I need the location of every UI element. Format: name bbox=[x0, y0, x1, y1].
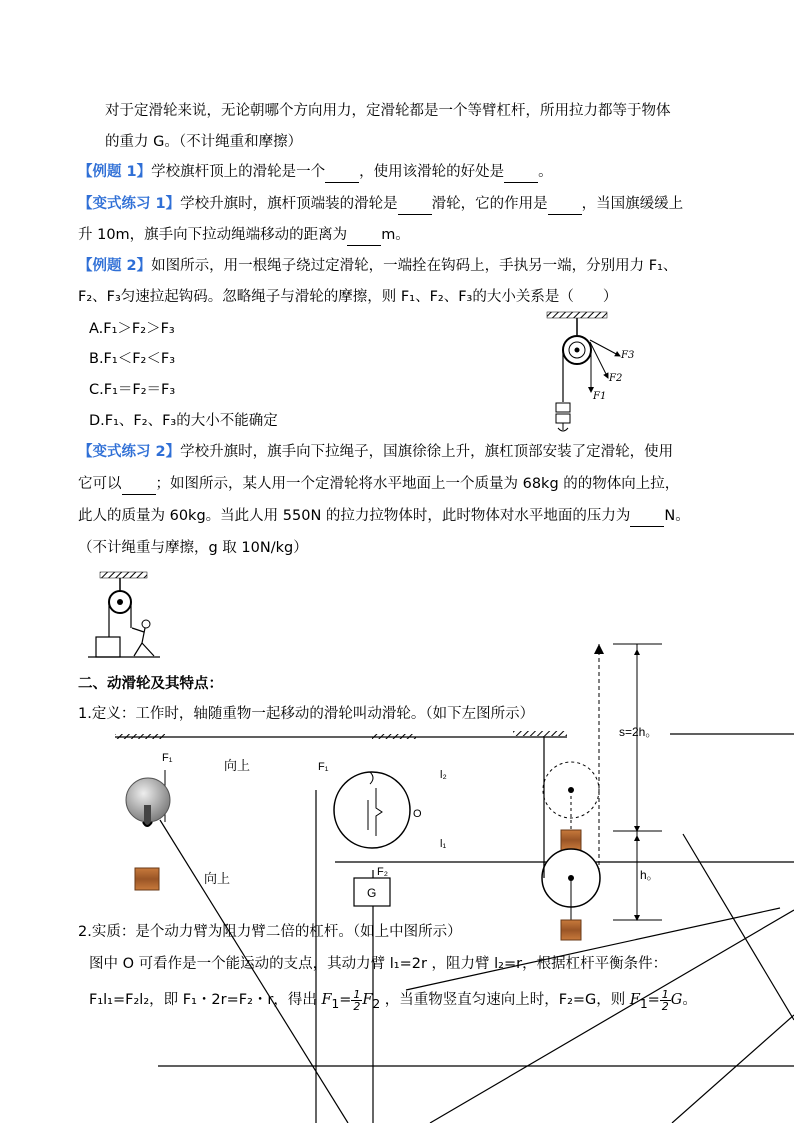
variant-1-line2-b: m。 bbox=[381, 227, 410, 243]
intro-line-2: 的重力 G。（不计绳重和摩擦） bbox=[105, 134, 303, 150]
formula-f1-half-g: $F_1=$ $\frac{1}{2}$ G bbox=[629, 987, 683, 1013]
formula-sub: 1 bbox=[331, 996, 340, 1011]
variant-2-person-figure bbox=[88, 572, 160, 657]
variant-2-line-4: （不计绳重与摩擦，g 取 10N/kg） bbox=[78, 540, 308, 556]
example-1-tag: 【例题 1】 bbox=[78, 164, 152, 180]
right-fig-h: h。 bbox=[640, 868, 659, 882]
fraction-denominator: 2 bbox=[353, 999, 361, 1013]
background-lines bbox=[115, 734, 794, 1123]
explain-2-text-a: F₁l₁=F₂l₂，即 F₁・2r=F₂・r，得出 bbox=[89, 992, 317, 1008]
mid-fig-o: O bbox=[413, 808, 422, 820]
formula-sub: 2 bbox=[372, 996, 381, 1011]
variant-2-line3-a: 此人的质量为 60kg。当此人用 550N 的拉力拉物体时，此时物体对水平地面的压力为 bbox=[78, 508, 631, 524]
fraction-numerator: 1 bbox=[353, 987, 361, 1001]
right-fig-s: s=2h。 bbox=[619, 725, 658, 739]
figure-label-f1: F1 bbox=[593, 391, 607, 402]
intro-line-1: 对于定滑轮来说，无论朝哪个方向用力，定滑轮都是一个等臂杠杆，所用拉力都等于物体 bbox=[105, 103, 671, 119]
example-1-text-b: ，使用该滑轮的好处是 bbox=[359, 164, 505, 180]
variant-1-line2-a: 升 10m，旗手向下拉动绳端移动的距离为 bbox=[78, 227, 348, 243]
section-2-heading: 二、动滑轮及其特点： bbox=[78, 676, 223, 692]
fraction-denominator: 2 bbox=[661, 999, 669, 1013]
variant-1-text-b: 滑轮，它的作用是 bbox=[431, 196, 548, 212]
formula-var: F bbox=[362, 992, 373, 1008]
formula-var: F bbox=[321, 992, 332, 1008]
example-1-text-a: 学校旗杆顶上的滑轮是一个 bbox=[151, 164, 326, 180]
left-fig-f1: F₁ bbox=[162, 752, 173, 764]
mid-fig-l2: l₂ bbox=[440, 769, 447, 781]
option-d[interactable]: D.F₁、F₂、F₃的大小不能确定 bbox=[89, 413, 278, 429]
left-fig-up-1: 向上 bbox=[224, 758, 251, 773]
variant-2-line2-b: ；如图所示，某人用一个定滑轮将水平地面上一个质量为 68kg 的的物体向上拉， bbox=[155, 476, 680, 492]
explain-2-text-c: 。 bbox=[682, 992, 697, 1008]
variant-2-tag: 【变式练习 2】 bbox=[78, 444, 181, 460]
mid-fig-g: G bbox=[367, 886, 377, 900]
formula-f1-half-f2: $F_1=$ $\frac{1}{2}$ $F_2$ bbox=[321, 987, 381, 1013]
formula-var: G bbox=[670, 992, 683, 1008]
example-1-text-c: 。 bbox=[538, 164, 553, 180]
variant-1-text-c: ，当国旗缓缓上 bbox=[581, 196, 684, 212]
example-2-tag: 【例题 2】 bbox=[78, 258, 152, 274]
section-2-definition: 1.定义：工作时，轴随重物一起移动的滑轮叫动滑轮。（如下左图所示） bbox=[78, 706, 535, 722]
option-a[interactable]: A.F₁＞F₂＞F₃ bbox=[89, 321, 175, 337]
formula-var: F bbox=[629, 992, 640, 1008]
option-b[interactable]: B.F₁＜F₂＜F₃ bbox=[89, 351, 176, 367]
example-2-line-2: F₂、F₃匀速拉起钩码。忽略绳子与滑轮的摩擦，则 F₁、F₂、F₃的大小关系是（ ） bbox=[78, 289, 618, 305]
option-c[interactable]: C.F₁＝F₂＝F₃ bbox=[89, 382, 176, 398]
variant-2-line3-b: N。 bbox=[664, 508, 690, 524]
formula-sub: 1 bbox=[639, 996, 648, 1011]
explain-2-text-b: ，当重物竖直匀速向上时，F₂=G，则 bbox=[384, 992, 626, 1008]
figure-label-f2: F2 bbox=[609, 373, 623, 384]
mid-fig-f2: F₂ bbox=[377, 866, 388, 878]
mid-fig-f1: F₁ bbox=[318, 761, 329, 773]
mid-fig-l1: l₁ bbox=[440, 838, 447, 850]
variant-2-text-a: 学校升旗时，旗手向下拉绳子，国旗徐徐上升，旗杠顶部安装了定滑轮，使用 bbox=[180, 444, 674, 460]
figure-label-f3: F3 bbox=[621, 350, 635, 361]
right-pulley-s2h-figure bbox=[542, 644, 662, 940]
section-2-essence: 2.实质：是个动力臂为阻力臂二倍的杠杆。（如上中图所示） bbox=[78, 924, 462, 940]
variant-1-tag: 【变式练习 1】 bbox=[78, 196, 181, 212]
example-2-pulley-figure bbox=[547, 312, 623, 431]
left-fig-up-2: 向上 bbox=[204, 871, 231, 886]
variant-2-line2-a: 它可以 bbox=[78, 476, 122, 492]
fraction-numerator: 1 bbox=[661, 987, 669, 1001]
variant-1-text-a: 学校升旗时，旗杆顶端装的滑轮是 bbox=[180, 196, 398, 212]
section-2-explain-1: 图中 O 可看作是一个能运动的支点，其动力臂 l₁=2r ，阻力臂 l₂=r，根据杠杆平衡条件： bbox=[89, 956, 668, 972]
example-2-text: 如图所示，用一根绳子绕过定滑轮，一端拴在钩码上，手执另一端，分别用力 F₁、 bbox=[151, 258, 678, 274]
